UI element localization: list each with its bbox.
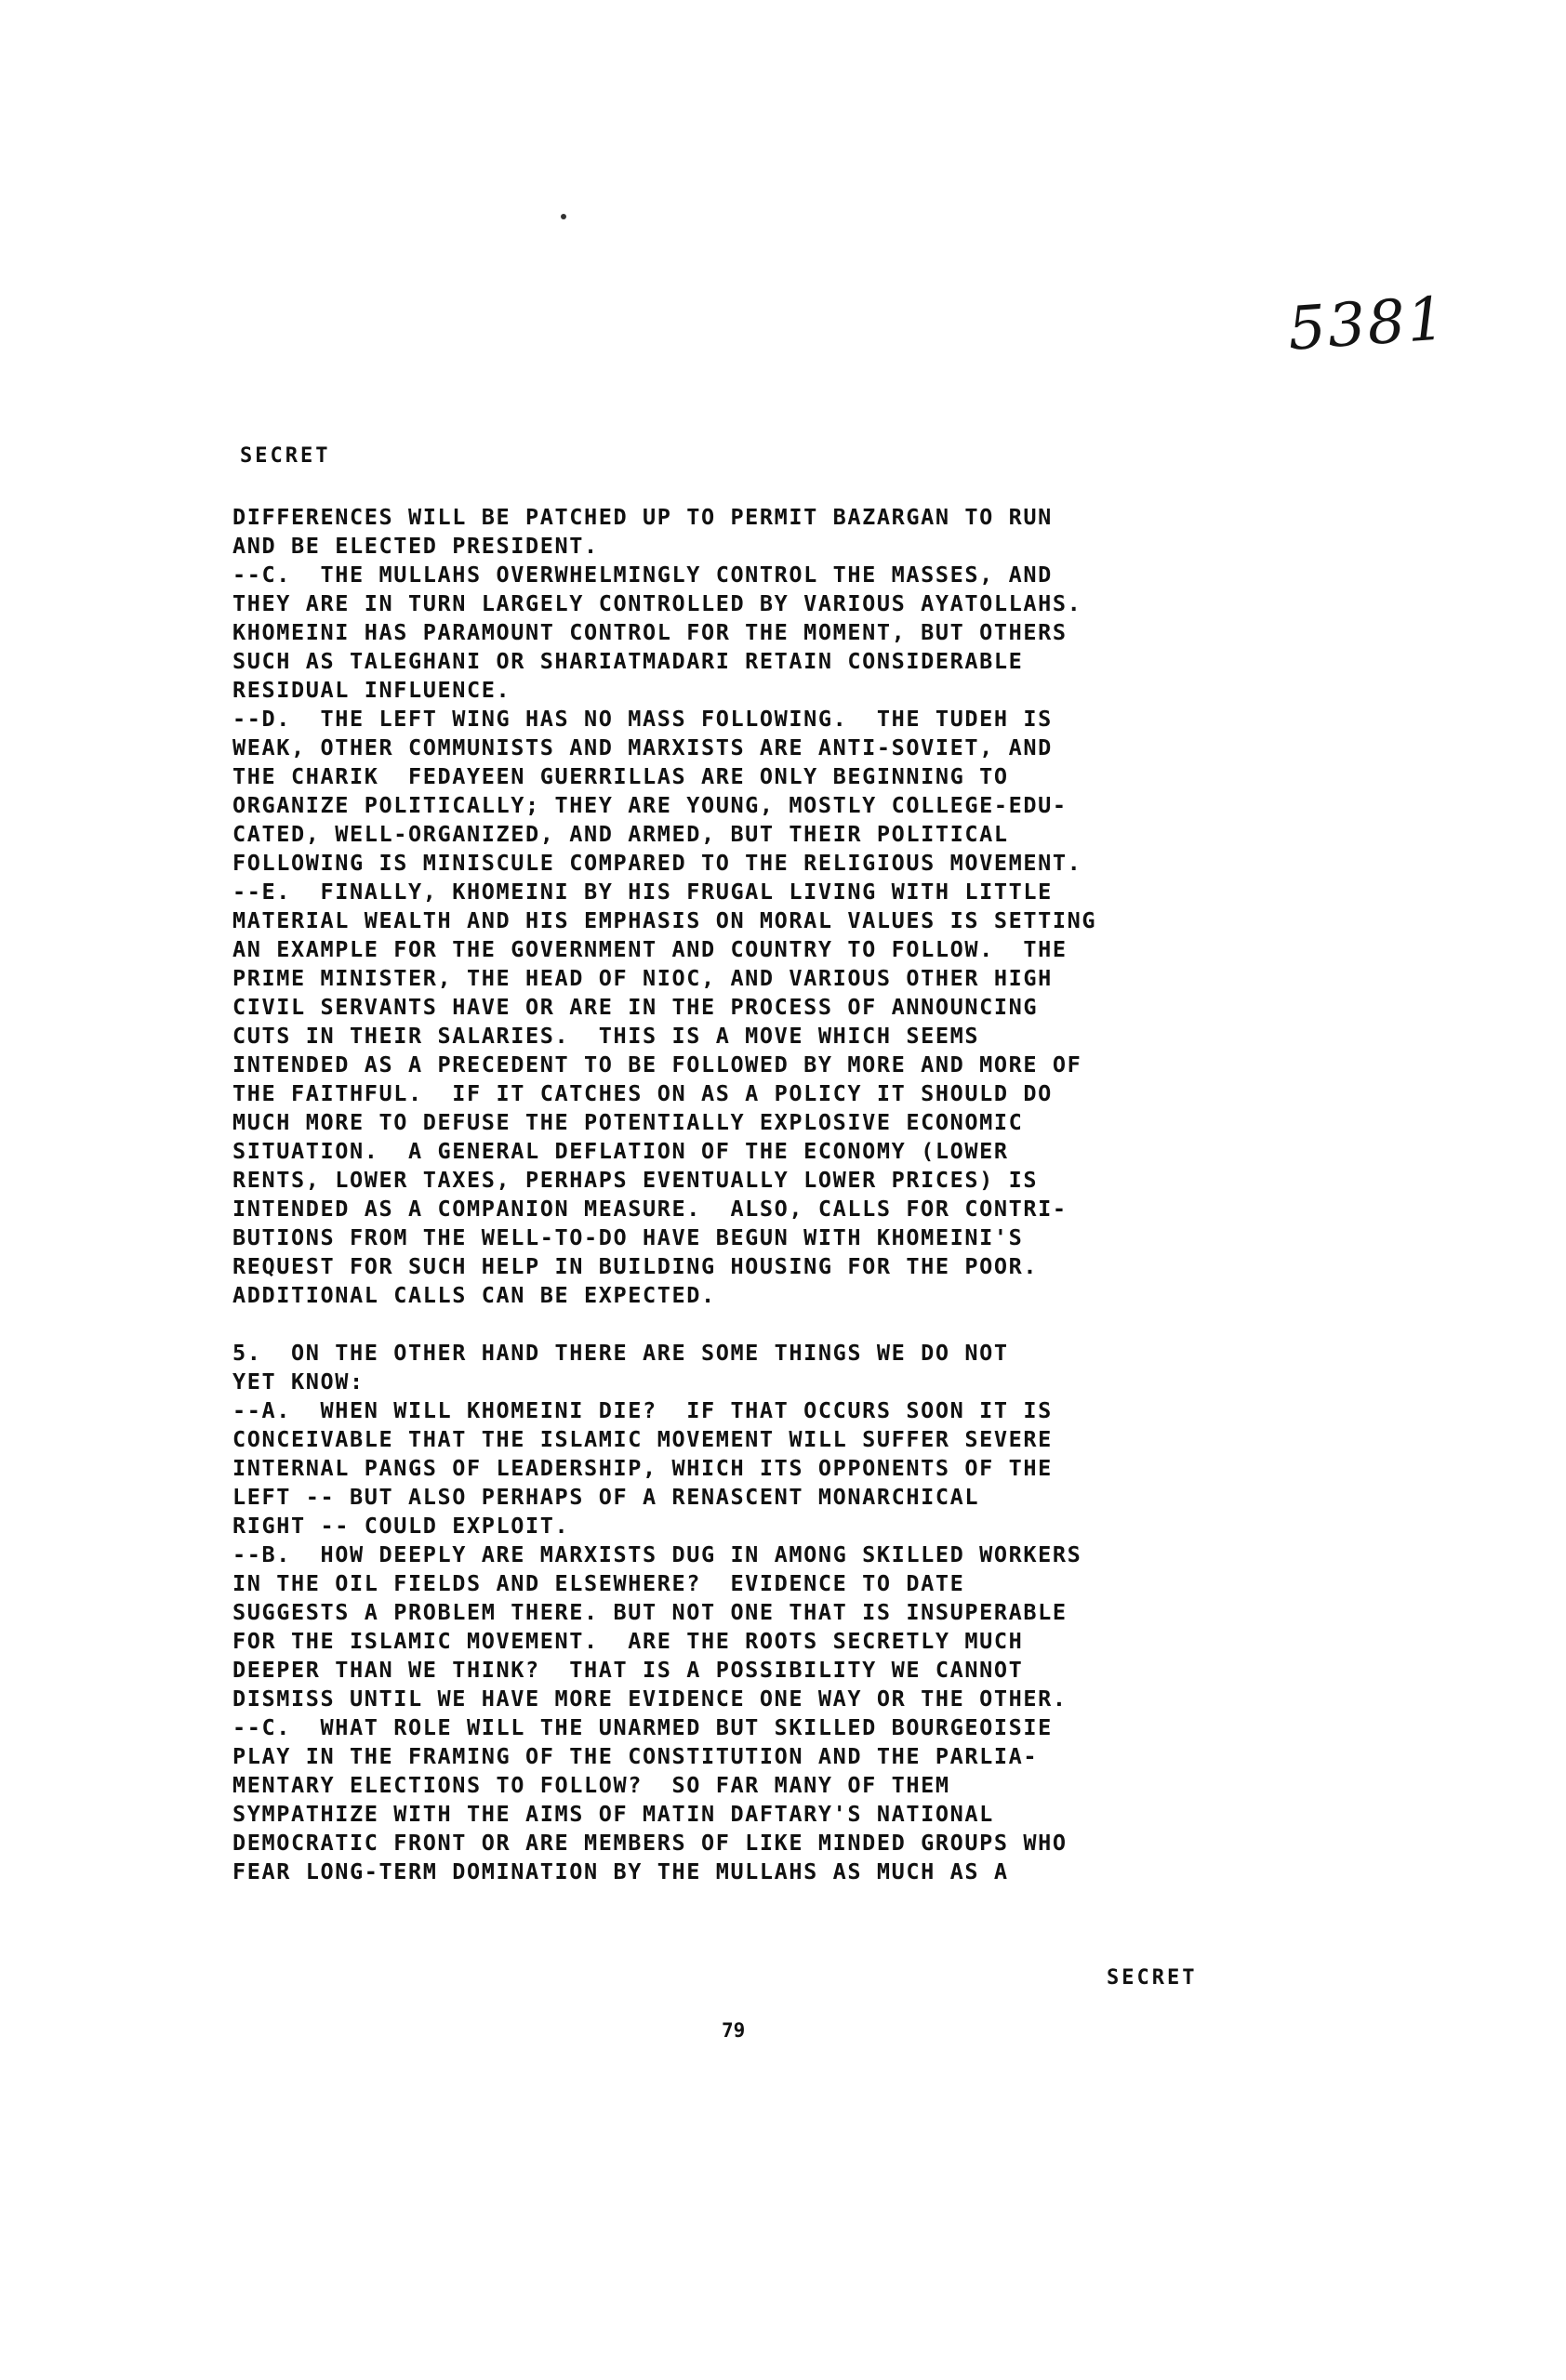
- text-line: CATED, WELL-ORGANIZED, AND ARMED, BUT THEIR POLITICAL: [232, 821, 1009, 847]
- text-line: RENTS, LOWER TAXES, PERHAPS EVENTUALLY LOWER PRICES) IS: [232, 1167, 1039, 1193]
- text-line: ADDITIONAL CALLS CAN BE EXPECTED.: [232, 1282, 716, 1308]
- text-line: FEAR LONG-TERM DOMINATION BY THE MULLAHS AS MUCH AS A: [232, 1858, 1009, 1884]
- text-line: BUTIONS FROM THE WELL-TO-DO HAVE BEGUN WITH KHOMEINI'S: [232, 1224, 1024, 1250]
- text-line: DEMOCRATIC FRONT OR ARE MEMBERS OF LIKE MINDED GROUPS WHO: [232, 1830, 1068, 1856]
- text-line: LEFT -- BUT ALSO PERHAPS OF A RENASCENT MONARCHICAL: [232, 1484, 980, 1510]
- text-line: AND BE ELECTED PRESIDENT.: [232, 533, 599, 559]
- text-line: YET KNOW:: [232, 1368, 365, 1395]
- text-line: KHOMEINI HAS PARAMOUNT CONTROL FOR THE MOMENT, BUT OTHERS: [232, 619, 1068, 645]
- text-line: CUTS IN THEIR SALARIES. THIS IS A MOVE WHICH SEEMS: [232, 1023, 980, 1049]
- page-number: 79: [722, 2019, 746, 2042]
- text-line: CONCEIVABLE THAT THE ISLAMIC MOVEMENT WILL SUFFER SEVERE: [232, 1426, 1053, 1452]
- text-line: PLAY IN THE FRAMING OF THE CONSTITUTION AND THE PARLIA-: [232, 1743, 1039, 1769]
- text-line: --A. WHEN WILL KHOMEINI DIE? IF THAT OCCURS SOON IT IS: [232, 1397, 1053, 1423]
- text-line: 5. ON THE OTHER HAND THERE ARE SOME THINGS WE DO NOT: [232, 1340, 1009, 1366]
- text-line: DEEPER THAN WE THINK? THAT IS A POSSIBILITY WE CANNOT: [232, 1657, 1024, 1683]
- text-line: INTENDED AS A COMPANION MEASURE. ALSO, CALLS FOR CONTRI-: [232, 1196, 1068, 1222]
- text-line: RESIDUAL INFLUENCE.: [232, 677, 511, 703]
- text-line: THE CHARIK FEDAYEEN GUERRILLAS ARE ONLY BEGINNING TO: [232, 763, 1009, 789]
- text-line: DISMISS UNTIL WE HAVE MORE EVIDENCE ONE WAY OR THE OTHER.: [232, 1686, 1068, 1712]
- document-body: [232, 503, 1330, 1886]
- text-line: MATERIAL WEALTH AND HIS EMPHASIS ON MORAL VALUES IS SETTING: [232, 907, 1097, 933]
- text-line: INTERNAL PANGS OF LEADERSHIP, WHICH ITS OPPONENTS OF THE: [232, 1455, 1053, 1481]
- text-line: SUCH AS TALEGHANI OR SHARIATMADARI RETAIN CONSIDERABLE: [232, 648, 1024, 674]
- text-line: IN THE OIL FIELDS AND ELSEWHERE? EVIDENCE TO DATE: [232, 1570, 965, 1596]
- text-line: RIGHT -- COULD EXPLOIT.: [232, 1513, 570, 1539]
- paragraph-gap: [232, 1310, 1330, 1339]
- text-line: --B. HOW DEEPLY ARE MARXISTS DUG IN AMONG SKILLED WORKERS: [232, 1541, 1082, 1567]
- text-line: THEY ARE IN TURN LARGELY CONTROLLED BY VARIOUS AYATOLLAHS.: [232, 590, 1082, 616]
- text-line: SYMPATHIZE WITH THE AIMS OF MATIN DAFTARY'S NATIONAL: [232, 1801, 994, 1827]
- text-line: REQUEST FOR SUCH HELP IN BUILDING HOUSING FOR THE POOR.: [232, 1253, 1039, 1279]
- text-line: SUGGESTS A PROBLEM THERE. BUT NOT ONE THAT IS INSUPERABLE: [232, 1599, 1068, 1625]
- text-line: SITUATION. A GENERAL DEFLATION OF THE ECONOMY (LOWER: [232, 1138, 1009, 1164]
- text-line: INTENDED AS A PRECEDENT TO BE FOLLOWED BY MORE AND MORE OF: [232, 1051, 1082, 1078]
- scan-speck: [561, 214, 566, 219]
- text-line: CIVIL SERVANTS HAVE OR ARE IN THE PROCESS OF ANNOUNCING: [232, 994, 1039, 1020]
- text-line: THE FAITHFUL. IF IT CATCHES ON AS A POLICY IT SHOULD DO: [232, 1080, 1053, 1106]
- text-line: --C. WHAT ROLE WILL THE UNARMED BUT SKILLED BOURGEOISIE: [232, 1714, 1053, 1740]
- classification-marking-bottom: SECRET: [1107, 1966, 1198, 1990]
- text-line: --D. THE LEFT WING HAS NO MASS FOLLOWING. THE TUDEH IS: [232, 706, 1053, 732]
- text-line: MUCH MORE TO DEFUSE THE POTENTIALLY EXPLOSIVE ECONOMIC: [232, 1109, 1024, 1135]
- text-line: PRIME MINISTER, THE HEAD OF NIOC, AND VARIOUS OTHER HIGH: [232, 965, 1053, 991]
- text-line: MENTARY ELECTIONS TO FOLLOW? SO FAR MANY OF THEM: [232, 1772, 950, 1798]
- handwritten-note: 5381: [1285, 284, 1450, 364]
- text-line: AN EXAMPLE FOR THE GOVERNMENT AND COUNTRY TO FOLLOW. THE: [232, 936, 1068, 962]
- classification-marking-top: SECRET: [240, 444, 331, 468]
- text-line: --C. THE MULLAHS OVERWHELMINGLY CONTROL THE MASSES, AND: [232, 562, 1053, 588]
- text-line: DIFFERENCES WILL BE PATCHED UP TO PERMIT BAZARGAN TO RUN: [232, 504, 1053, 530]
- text-line: WEAK, OTHER COMMUNISTS AND MARXISTS ARE ANTI-SOVIET, AND: [232, 734, 1053, 760]
- text-line: --E. FINALLY, KHOMEINI BY HIS FRUGAL LIVING WITH LITTLE: [232, 879, 1053, 905]
- text-line: FOLLOWING IS MINISCULE COMPARED TO THE RELIGIOUS MOVEMENT.: [232, 850, 1082, 876]
- text-line: ORGANIZE POLITICALLY; THEY ARE YOUNG, MOSTLY COLLEGE-EDU-: [232, 792, 1068, 818]
- text-line: FOR THE ISLAMIC MOVEMENT. ARE THE ROOTS SECRETLY MUCH: [232, 1628, 1024, 1654]
